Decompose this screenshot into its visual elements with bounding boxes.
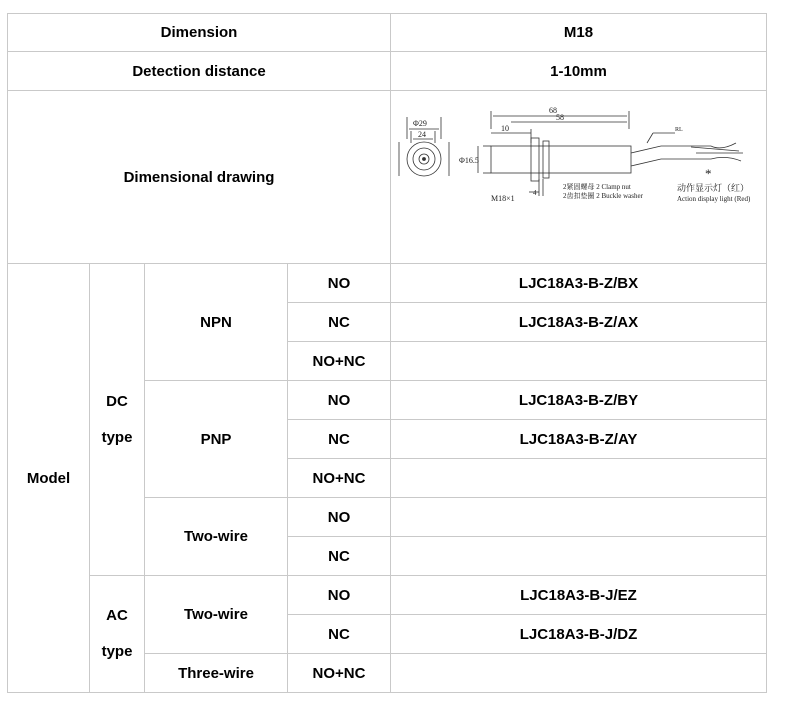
dim-asterisk: * <box>705 166 712 181</box>
output-cell: NC <box>288 615 391 654</box>
model-label: Model <box>8 264 90 693</box>
ac-type-label <box>90 576 145 693</box>
model-cell <box>391 342 767 381</box>
model-cell: LJC18A3-B-Z/BY <box>391 381 767 420</box>
two-wire-ac-label: Two-wire <box>145 576 288 654</box>
dim-24: 24 <box>418 130 426 139</box>
model-cell <box>391 498 767 537</box>
ac-label-line1: AC <box>106 607 128 624</box>
dim-10: 10 <box>501 124 509 133</box>
size-header: M18 <box>391 14 767 52</box>
detection-value: 1-10mm <box>391 52 767 91</box>
model-cell: LJC18A3-B-Z/AX <box>391 303 767 342</box>
detection-row <box>8 52 767 91</box>
model-cell: LJC18A3-B-Z/AY <box>391 420 767 459</box>
output-cell: NC <box>288 537 391 576</box>
model-cell <box>391 459 767 498</box>
model-cell: LJC18A3-B-Z/BX <box>391 264 767 303</box>
dim-m18x1: M18×1 <box>491 194 515 203</box>
drawing-label: Dimensional drawing <box>8 91 391 264</box>
spec-table <box>7 13 767 693</box>
output-cell: NC <box>288 420 391 459</box>
ac-label-line2: type <box>101 643 133 660</box>
dim-phi16-5: Φ16.5 <box>459 156 479 165</box>
detection-label: Detection distance <box>8 52 391 91</box>
output-cell: NO <box>288 576 391 615</box>
sensor-drawing-svg <box>391 91 766 259</box>
dc-type-label <box>90 264 145 576</box>
model-cell: LJC18A3-B-J/DZ <box>391 615 767 654</box>
model-cell <box>391 537 767 576</box>
three-wire-label: Three-wire <box>145 654 288 693</box>
dim-phi29: Φ29 <box>413 119 427 128</box>
dim-rl: RL <box>675 127 683 133</box>
npn-label: NPN <box>145 264 288 381</box>
model-cell: LJC18A3-B-J/EZ <box>391 576 767 615</box>
note-light-en: Action display light (Red) <box>677 195 751 203</box>
pnp-label: PNP <box>145 381 288 498</box>
dc-label-line1: DC <box>106 392 128 410</box>
note-clamp-nut: 2紧固螺母 2 Clamp nut <box>563 183 631 191</box>
dim-4: 4 <box>533 189 537 197</box>
output-cell: NO <box>288 381 391 420</box>
model-cell <box>391 654 767 693</box>
table-row <box>8 576 767 615</box>
two-wire-dc-label: Two-wire <box>145 498 288 576</box>
drawing-row <box>8 91 767 264</box>
dimension-header: Dimension <box>8 14 391 52</box>
dim-68: 68 <box>549 106 557 115</box>
note-light-cn: 动作显示灯（红） <box>677 183 750 193</box>
output-cell: NC <box>288 303 391 342</box>
header-row <box>8 14 767 52</box>
output-cell: NO <box>288 264 391 303</box>
output-cell: NO <box>288 498 391 537</box>
output-cell: NO+NC <box>288 459 391 498</box>
note-buckle-washer: 2齿扣垫圈 2 Buckle washer <box>563 192 643 200</box>
dimensional-drawing <box>391 91 767 264</box>
dc-label-line2: type <box>101 428 133 446</box>
dim-58: 58 <box>556 113 564 122</box>
output-cell: NO+NC <box>288 342 391 381</box>
table-row <box>8 264 767 303</box>
output-cell: NO+NC <box>288 654 391 693</box>
